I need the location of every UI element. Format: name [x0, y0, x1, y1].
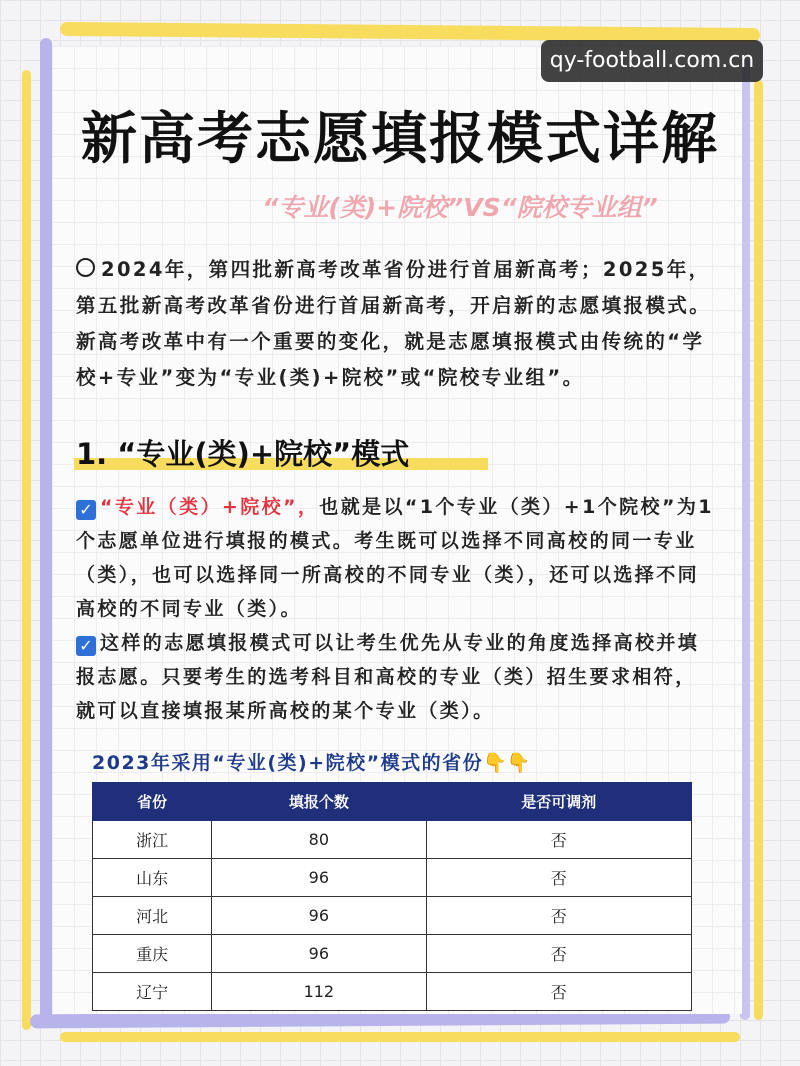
- table-row: [93, 973, 692, 1011]
- table-cell: 112: [212, 973, 426, 1011]
- frame-decoration: [60, 1032, 740, 1042]
- section-body: [76, 490, 716, 728]
- table-row: [93, 935, 692, 973]
- frame-decoration: [40, 38, 52, 1023]
- point-2-text: 这样的志愿填报模式可以让考生优先从专业的角度选择高校并填报志愿。只要考生的选考科目和高校的专业（类）招生要求相符，就可以直接填报某所高校的某个专业（类）。: [76, 632, 700, 722]
- checkbox-checked-icon: ✓: [76, 636, 96, 656]
- table-cell: 山东: [93, 859, 212, 897]
- table-cell: 否: [426, 821, 691, 859]
- circle-bullet-icon: [76, 258, 95, 277]
- table-row: [93, 897, 692, 935]
- column-header: 是否可调剂: [426, 783, 691, 821]
- table-cell: 否: [426, 935, 691, 973]
- pointing-down-icon: 👇👇: [483, 752, 531, 774]
- table-cell: 否: [426, 859, 691, 897]
- table-row: [93, 859, 692, 897]
- table-title: [92, 748, 530, 775]
- table-cell: 否: [426, 973, 691, 1011]
- table-cell: 80: [212, 821, 426, 859]
- table-cell: 96: [212, 935, 426, 973]
- frame-decoration: [22, 70, 31, 1030]
- table-cell: 96: [212, 897, 426, 935]
- table-cell: 否: [426, 897, 691, 935]
- table-cell: 辽宁: [93, 973, 212, 1011]
- point-1-text: 也就是以“1个专业（类）+1个院校”为1个志愿单位进行填报的模式。考生既可以选择不同高校的同一专业（类），也可以选择同一所高校的不同专业（类），还可以选择不同高校的不同专业（类）。: [76, 496, 714, 620]
- table-cell: 重庆: [93, 935, 212, 973]
- watermark-badge: qy-football.com.cn: [541, 40, 763, 82]
- province-table: [92, 782, 692, 1011]
- column-header: 填报个数: [212, 783, 426, 821]
- point-2: [76, 626, 716, 728]
- table-title-text: 2023年采用“专业(类)+院校”模式的省份: [92, 752, 484, 774]
- point-1-highlight: “专业（类）+院校”，: [100, 496, 320, 518]
- page-subtitle: “专业(类)+院校”VS“院校专业组”: [262, 193, 658, 222]
- section-heading: 1. “专业(类)+院校”模式: [76, 437, 410, 471]
- intro-paragraph: [76, 252, 716, 396]
- table-cell: 96: [212, 859, 426, 897]
- checkbox-checked-icon: ✓: [76, 500, 96, 520]
- column-header: 省份: [93, 783, 212, 821]
- table-header-row: [93, 783, 692, 821]
- table-cell: 河北: [93, 897, 212, 935]
- point-1: [76, 490, 716, 626]
- frame-decoration: [754, 80, 763, 1020]
- table-row: [93, 821, 692, 859]
- page-title: 新高考志愿填报模式详解: [81, 107, 719, 172]
- table-cell: 浙江: [93, 821, 212, 859]
- intro-text: 2024年，第四批新高考改革省份进行首届新高考；2025年，第五批新高考改革省份进行首届新高考，开启新的志愿填报模式。新高考改革中有一个重要的变化，就是志愿填报模式由传统的“学校+专业”变为“专业(类)+院校”或“院校专业组”。: [76, 258, 712, 389]
